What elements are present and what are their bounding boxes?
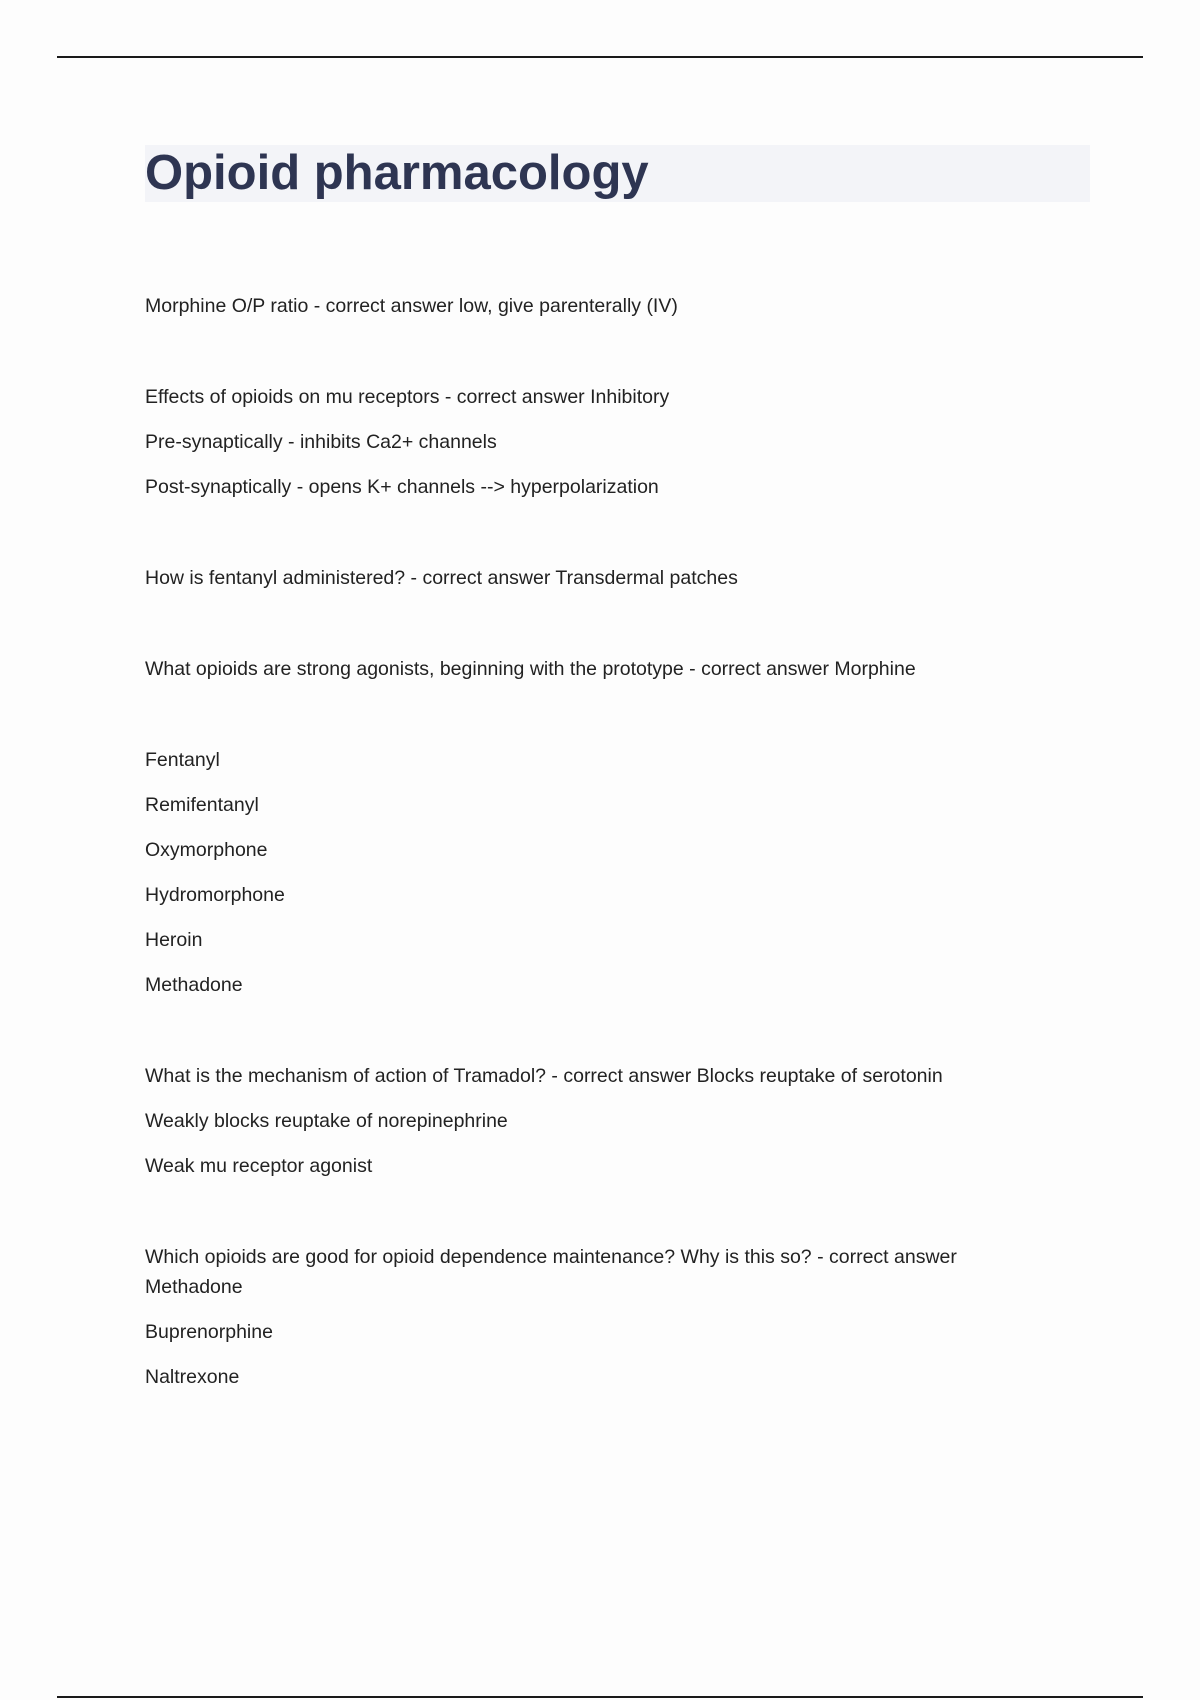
list-item: Naltrexone (145, 1366, 240, 1388)
list-item: Methadone (145, 974, 243, 996)
document-body (145, 291, 1045, 1407)
entry-mu-receptor-effects: Effects of opioids on mu receptors - correct answer Inhibitory (145, 386, 670, 408)
entry-tramadol-mechanism: What is the mechanism of action of Tramadol? - correct answer Blocks reuptake of serotonin (145, 1065, 943, 1087)
entry-tramadol-detail: Weak mu receptor agonist (145, 1155, 373, 1177)
page-title: Opioid pharmacology (145, 146, 649, 200)
entry-tramadol-detail: Weakly blocks reuptake of norepinephrine (145, 1110, 508, 1132)
entry-fentanyl-administration: How is fentanyl administered? - correct answer Transdermal patches (145, 567, 738, 589)
entry-strong-agonists: What opioids are strong agonists, beginning with the prototype - correct answer Morphine (145, 658, 916, 680)
list-item: Heroin (145, 929, 203, 951)
entry-dependence-maintenance: Which opioids are good for opioid dependence maintenance? Why is this so? - correct answer Methadone (145, 1246, 957, 1298)
entry-mu-receptor-detail: Post-synaptically - opens K+ channels --> hyperpolarization (145, 476, 659, 498)
list-item: Buprenorphine (145, 1321, 273, 1343)
header-rule (57, 56, 1143, 58)
list-item: Hydromorphone (145, 884, 285, 906)
entry-mu-receptor-detail: Pre-synaptically - inhibits Ca2+ channels (145, 431, 497, 453)
entry-morphine-op-ratio: Morphine O/P ratio - correct answer low, give parenterally (IV) (145, 295, 678, 317)
footer-rule (57, 1696, 1143, 1698)
list-item: Fentanyl (145, 749, 220, 771)
list-item: Remifentanyl (145, 794, 259, 816)
list-item: Oxymorphone (145, 839, 268, 861)
